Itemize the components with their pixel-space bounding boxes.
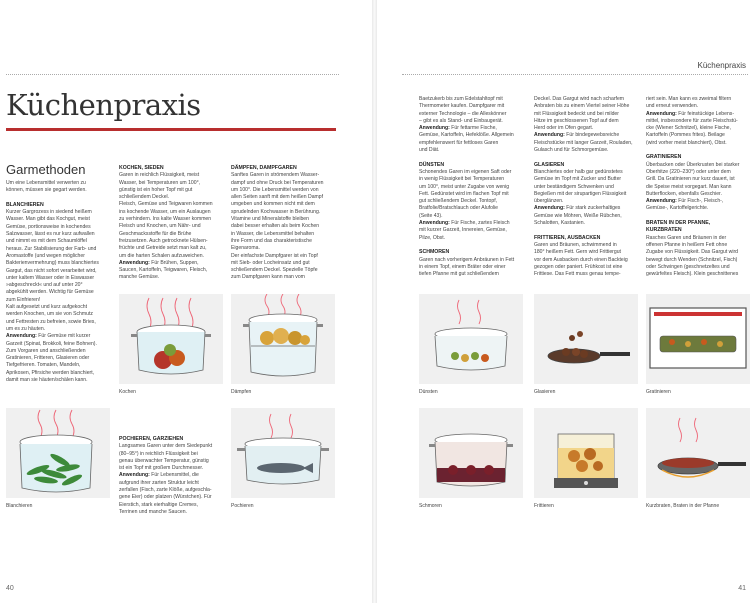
text-line: oder Schwingen (geschnetzeltes und <box>646 263 730 270</box>
text-line: zum Dampfgaren kann man vom <box>231 274 305 281</box>
text-line: Aprikosen, Pfirsiche werden blanchiert, <box>6 369 95 376</box>
glasieren-illustration <box>534 294 638 384</box>
text-line: unter kaltem Wasser oder in Eiswasser <box>6 274 95 281</box>
text-line: Wasser, bei Temperaturen um 100°, <box>119 179 201 186</box>
text-line: zum Einfrieren! <box>6 296 41 303</box>
text-line: schließendem Deckel. <box>119 194 170 201</box>
text-line: Anwendung: Für Fisch-, Fleisch-, <box>646 198 724 205</box>
text-line: Wasser. Man gibt das Kochgut, meist <box>6 216 90 223</box>
text-line: ins kochende Wasser, um ein Auslaugen <box>119 208 211 215</box>
caption-daempfen: Dämpfen <box>231 389 252 395</box>
text-line: und nimmt es mit dem Schaumlöffel <box>6 238 87 245</box>
text-line: Fett. Gedünstet wird im flachen Topf mit <box>419 190 509 197</box>
text-line: Anwendung: Für Fische, zartes Fleisch <box>419 220 510 227</box>
text-line: Gulasch und für Schmorgemüse. <box>534 147 609 154</box>
text-line: Saucen, Kartoffeln, Teigwaren, Fleisch, <box>119 267 208 274</box>
text-line: gezogen oder paniert. Frühkost ist eine <box>534 263 623 270</box>
title-underline <box>6 128 336 131</box>
duensten-illustration <box>419 294 523 384</box>
caption-schmoren: Schmoren <box>419 503 442 509</box>
caption-frittieren: Frittieren <box>534 503 554 509</box>
text-line: Rasches Garen und Bräunen in der <box>646 234 727 241</box>
text-line: abgekühlt werden. Wichtig für Gemüse <box>6 289 94 296</box>
text-line: Aromastoffe (und wegen möglicher <box>6 252 85 259</box>
text-line: KOCHEN, SIEDEN <box>119 165 164 171</box>
text-line: zu verhindern. Ins kalte Wasser kommen <box>119 216 212 223</box>
top-dotted-rule-right <box>402 74 748 75</box>
text-line: Kurzer Gargrozess in siedend heißem <box>6 209 92 216</box>
text-line: Anwendung: Für feinstückige Lebens- <box>646 110 735 117</box>
text-line: Deckel. Das Gargut wird nach scharfem <box>534 96 625 102</box>
caption-blanchieren: Blanchieren <box>6 503 33 509</box>
text-column-5 <box>534 96 638 278</box>
text-line: Gemüse, portionsweise in kochendes <box>6 223 91 230</box>
text-line: Grill. Da Gratinieren nur kurz dauert, ist <box>646 176 735 183</box>
text-line: umgeben und kommen nicht mit dem <box>231 201 315 208</box>
text-line: Anbraten bis zu einem Viertel seiner Höhe <box>534 103 630 110</box>
text-column-3 <box>231 165 335 282</box>
text-line: dabei besser erhalten als beim Kochen <box>231 223 320 230</box>
text-line: riert sein. Man kann es zweimal filtern <box>646 96 732 102</box>
text-line: Anwendung: Für bindegewebsreiche <box>534 132 620 139</box>
caption-glasieren: Glasieren <box>534 389 556 395</box>
text-line: freizusetzen. Auch getrocknete Hülsen- <box>119 237 208 244</box>
text-line: Fleisch, Gemüse und Teigwaren kommen <box>119 201 213 208</box>
text-line: um 100°, meist unter Zugabe von wenig <box>419 183 510 190</box>
text-line: und erneut verwenden. <box>646 103 699 110</box>
caption-duensten: Dünsten <box>419 389 438 395</box>
text-line: »abgeschreckt« und auf unter 20° <box>6 282 83 289</box>
text-line: damit man sie häuten/schälen kann. <box>6 377 88 384</box>
text-line: Thermometer kaufen. Dampfgarer mit <box>419 103 505 110</box>
text-line: genau überwachter Temperatur, günstig <box>119 457 209 464</box>
text-line: BRATEN IN DER PFANNE, <box>646 220 711 227</box>
text-line: Garen nach vorherigem Anbräunen in Fett <box>419 256 515 263</box>
text-line: Vitamine und Mineralstoffe bleiben <box>231 216 309 223</box>
text-line: Blanchiertes oder halb gar gedünstetes <box>534 168 623 175</box>
text-line: überglänzen. <box>534 198 564 205</box>
text-line: DÜNSTEN <box>419 161 445 168</box>
text-line: dampf und ohne Druck bei Temperaturen <box>231 179 324 186</box>
text-line: aufgrund ihrer zarten Struktur leicht <box>119 479 199 486</box>
top-dotted-rule <box>6 74 339 75</box>
text-line: Fleischstücke mit langer Garzeit, Rouladen, <box>534 139 633 146</box>
text-line: Gemüse wie Möhren, Weiße Rübchen, <box>534 212 622 219</box>
kurzbraten-illustration <box>646 408 750 498</box>
text-line: werden Knochen, um sie von Schmutz <box>6 311 93 318</box>
text-line: um 100°. Die Lebensmittel werden von <box>231 186 319 193</box>
text-line: Fleisch und Knochen, um Nähr- und <box>119 223 201 230</box>
caption-kurzbraten: Kurzbraten, Braten in der Pfanne <box>646 503 720 509</box>
text-line: zerfallen (Fisch, zarte Klöße, aufgeschla- <box>119 487 212 494</box>
text-line: GRATINIEREN <box>646 154 682 161</box>
text-line: – gibt es als Stand- und Einbaugerät. <box>419 117 503 124</box>
text-column-6 <box>646 96 750 278</box>
text-line: Oberhitze (220–230°) oder unter dem <box>646 168 731 175</box>
text-line: KURZBRATEN <box>646 227 682 234</box>
text-line: schließendem Deckel. Spezielle Töpfe <box>231 267 318 274</box>
page-number-left: 40 <box>6 585 14 592</box>
text-line: um es zu häuten. <box>6 325 46 332</box>
text-line <box>534 154 638 161</box>
text-column-1 <box>6 180 110 384</box>
text-line: Frittiese. Das Fett muss genau tempe- <box>534 271 621 278</box>
text-line: und Fettresten zu befreien, sowie Bries, <box>6 318 96 325</box>
text-line: externer Technologie – die Alleskönner <box>419 110 507 117</box>
schmoren-illustration <box>419 408 523 498</box>
text-line: bewegt durch Wenden (Schnitzel, Fisch) <box>646 256 738 263</box>
text-line: SCHMOREN <box>419 249 450 256</box>
text-line: können, müssen sie gegart werden. <box>6 187 87 194</box>
text-line: ist ein Topf mit großem Durchmesser. <box>119 465 204 472</box>
text-column-4 <box>419 96 523 278</box>
text-line: Salzwasser, lässt es nur kurz aufwallen <box>6 231 95 238</box>
text-line: um die harten Schalen aufzuweichen. <box>119 252 204 259</box>
text-line: FRITTIEREN, AUSBACKEN <box>534 234 601 241</box>
page-title: Küchenpraxis <box>6 88 201 122</box>
text-line: mittel, insbesondere für zarte Fleischstü- <box>646 117 738 124</box>
left-page <box>0 0 372 603</box>
text-line: Eierstich, stark eierhaltige Cremes, <box>119 501 198 508</box>
text-line: Garen und Bräunen, schwimmend in <box>534 241 617 248</box>
text-line: offenen Pfanne in heißem Fett ohne <box>646 241 728 248</box>
text-line <box>534 227 638 234</box>
text-line: BLANCHIEREN <box>6 201 44 208</box>
text-line: Hitze im geschlossenen Topf auf dem <box>534 117 619 124</box>
text-line: POCHIEREN, GARZIEHEN <box>119 436 184 442</box>
text-line: allen Seiten sanft mit dem heißen Dampf <box>231 194 324 201</box>
text-block-pochieren <box>119 436 223 516</box>
caption-pochieren: Pochieren <box>231 503 254 509</box>
frittieren-illustration <box>534 408 638 498</box>
pochieren-illustration <box>231 408 335 498</box>
text-line: unter beständigem Schwenken und <box>534 183 614 190</box>
text-line: Gemüse-, Kartoffelgerichte. <box>646 205 709 212</box>
caption-kochen: Kochen <box>119 389 136 395</box>
text-line: gut schließendem Deckel. Tontopf, <box>419 198 498 205</box>
text-line: Gargut, das nicht sofort verarbeitet wird, <box>6 267 97 274</box>
text-line: günstig ist ein hoher Topf mit gut <box>119 186 193 193</box>
text-line: Zugabe von Flüssigkeit. Das Gargut wird <box>646 249 739 256</box>
text-line: in wenig Flüssigkeit bei Temperaturen <box>419 176 505 183</box>
text-line: Anwendung: Für Lebensmittel, die <box>119 472 199 479</box>
kochen-illustration <box>119 294 223 384</box>
text-line: 180° heißem Fett. Gern wird Frittiergut <box>534 249 621 256</box>
text-line: Um eine Lebensmittel verwerten zu <box>6 180 86 186</box>
text-line: vor dem Ausbacken durch einen Backteig <box>534 256 628 263</box>
text-line <box>646 213 750 220</box>
text-line <box>419 154 523 161</box>
text-line: Schonendes Garen im eigenen Saft oder <box>419 168 512 175</box>
text-line: Bratfolie/Bratschlauch oder Alufolie <box>419 205 498 212</box>
text-line: Kalt aufgesetzt und kurz aufgekocht <box>6 304 87 311</box>
text-line <box>6 195 110 202</box>
text-line: ihre Form und das charakteristische <box>231 237 312 244</box>
text-line: GLASIEREN <box>534 161 565 168</box>
text-line: Der einfachste Dampfgarer ist ein Topf <box>231 252 318 259</box>
text-line: Anwendung: Für Brühen, Suppen, <box>119 259 199 266</box>
text-line: Anwendung: Für fettarme Fische, <box>419 125 497 132</box>
text-line: Eigenaroma. <box>231 245 260 252</box>
text-line: Anwendung: Für Gemüse mit kurzer <box>6 333 91 340</box>
gratinieren-illustration <box>646 294 750 384</box>
text-line: früchte und Getreide setzt man kalt zu, <box>119 245 207 252</box>
text-line: mit Flüssigkeit bedeckt und bei milder <box>534 110 619 117</box>
text-line: Baetzukerb bis zum Edelstahltopf mit <box>419 96 503 102</box>
text-line: die Speise meist vorgegart. Man kann <box>646 183 732 190</box>
text-line: Butterflocken, ebenfalls Geschier. <box>646 190 722 197</box>
text-column-2 <box>119 165 223 282</box>
text-line: mit kurzer Garzeit, Innereien, Gemüse, <box>419 227 507 234</box>
text-line: Bakterienvermehrung) muss blanchiertes <box>6 260 99 267</box>
text-line: (80–95°) in reichlich Flüssigkeit bei <box>119 450 198 457</box>
text-line: Gemüse, Kartoffeln, Hefeklöße. Allgemein <box>419 132 514 139</box>
text-line <box>419 242 523 249</box>
text-line: Gratinieren, Fritteren, Glasieren oder <box>6 355 90 362</box>
text-line: Überbacken oder Überkrusten bei starker <box>646 161 740 168</box>
text-line: tiefen Pfanne mit gut schließendem <box>419 271 499 278</box>
text-line: Geschmacksstoffe für die Brühe <box>119 230 192 237</box>
running-header: Küchenpraxis <box>697 61 746 70</box>
text-line: Pilze, Obst. <box>419 234 446 241</box>
text-line: (wird vorher meist blanchiert), Obst. <box>646 139 727 146</box>
text-line: heraus. Zur Stabilisierung der Farb- und <box>6 245 97 252</box>
text-line: in Wasser, die Lebensmittel behalten <box>231 230 315 237</box>
text-line: Begießen mit der sirupartigen Flüssigkeit <box>534 190 627 197</box>
text-line: Sanftes Garen in strömendem Wasser- <box>231 172 320 179</box>
section-title: Garmethoden <box>6 162 86 177</box>
text-line: gewürfeltes Fleisch). Klein geschnittenes <box>646 271 739 278</box>
page-number-right: 41 <box>738 585 746 592</box>
text-line <box>646 147 750 154</box>
text-line: Tiefgefrieren. Tomaten, Mandeln, <box>6 362 81 369</box>
text-line: (Seite 43). <box>419 212 443 219</box>
text-line: sprudelnden Kochwasser in Berührung. <box>231 208 321 215</box>
text-line: DÄMPFEN, DAMPFGAREN <box>231 165 297 171</box>
text-line: Gemüse im Topf mit Zucker und Butter <box>534 176 622 183</box>
text-line: Garzeit (Spinat, Brokkoli, feine Bohnen). <box>6 340 97 347</box>
text-line: cke (Wiener Schnitzel), kleine Fische, <box>646 125 731 132</box>
blanchieren-illustration <box>6 408 110 498</box>
text-line: in einem Topf, einem Bräter oder einer <box>419 263 506 270</box>
caption-gratinieren: Gratinieren <box>646 389 671 395</box>
text-line: empfehlenswert für fettloses Garen <box>419 139 499 146</box>
right-page <box>377 0 754 603</box>
text-line: Kartoffeln (Pommes frites). Beilage <box>646 132 725 139</box>
text-line: Zum Vorgaren und anschließenden <box>6 347 86 354</box>
text-line: gene Eier) oder platzen (Würstchen). Für <box>119 494 212 501</box>
text-line: Herd oder im Ofen gegart. <box>534 125 594 132</box>
text-line: Terrinen und manche Saucen. <box>119 508 187 515</box>
text-line: manche Gemüse. <box>119 274 160 281</box>
text-line: Schalotten, Kastanien. <box>534 220 585 227</box>
text-line: mit Sieb- oder Locheinsatz und gut <box>231 259 310 266</box>
daempfen-illustration <box>231 294 335 384</box>
text-line: Anwendung: Für stark zuckerhaltiges <box>534 205 621 212</box>
text-line: Langsames Garen unter dem Siedepunkt <box>119 443 213 450</box>
text-line: und Diät. <box>419 147 440 154</box>
text-line: Garen in reichlich Flüssigkeit, meist <box>119 172 200 179</box>
